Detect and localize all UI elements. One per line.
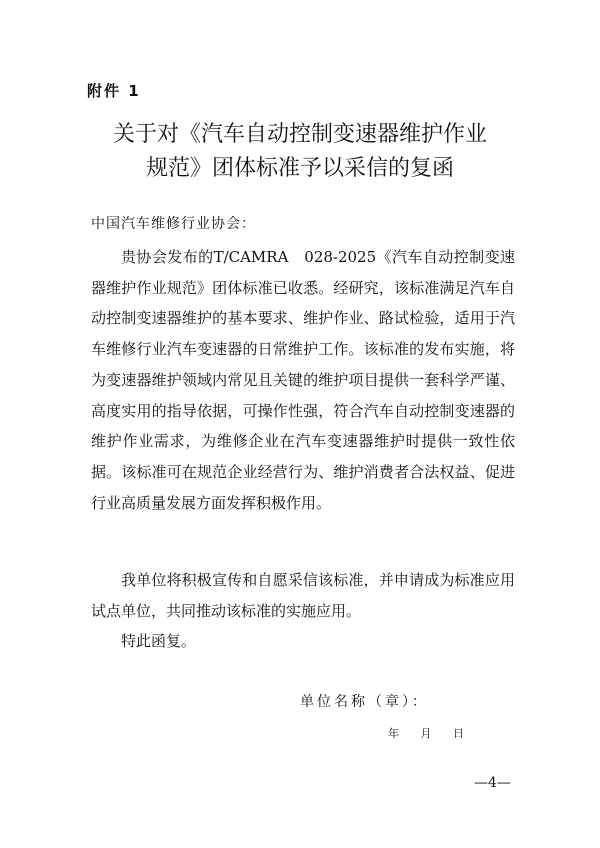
attachment-label: 附件 1	[87, 82, 141, 100]
signature-line: 单位名称（章）：	[300, 694, 429, 710]
date-year: 年	[388, 727, 399, 740]
body-paragraph-2: 我单位将积极宣传和自愿采信该标准，并申请成为标准应用试点单位，共同推动该标准的实施应用。	[91, 571, 515, 620]
addressee: 中国汽车维修行业协会：	[91, 216, 256, 232]
document-title-line-2: 规范》团体标准予以采信的复函	[145, 156, 454, 181]
page-number: —4—	[474, 775, 511, 791]
date-day: 日	[453, 727, 464, 740]
date-month: 月	[420, 727, 432, 740]
document-title-line-1: 关于对《汽车自动控制变速器维护作业	[112, 122, 487, 147]
body-paragraph-3: 特此函复。	[121, 632, 197, 650]
body-paragraph-1: 贵协会发布的T/CAMRA 028-2025《汽车自动控制变速器维护作业规范》团体标准已收悉。经研究，该标准满足汽车自动控制变速器维护的基本要求、维护作业、路试检验，适用于汽车维修行业汽车变速器的日常维护工作。该标准的发布实施，将为变速器维护领域内常见且关键的维护项目提供一套科学严谨、高度实用的指导依据，可操作性强，符合汽车自动控制变速器的维护作业需求，为维修企业在汽车变速器维护时提供一致性依据。该标准可在规范企业经营行为、维护消费者合法权益、促进行业高质量发展方面发挥积极作用。	[91, 248, 515, 512]
date-line	[388, 725, 482, 741]
